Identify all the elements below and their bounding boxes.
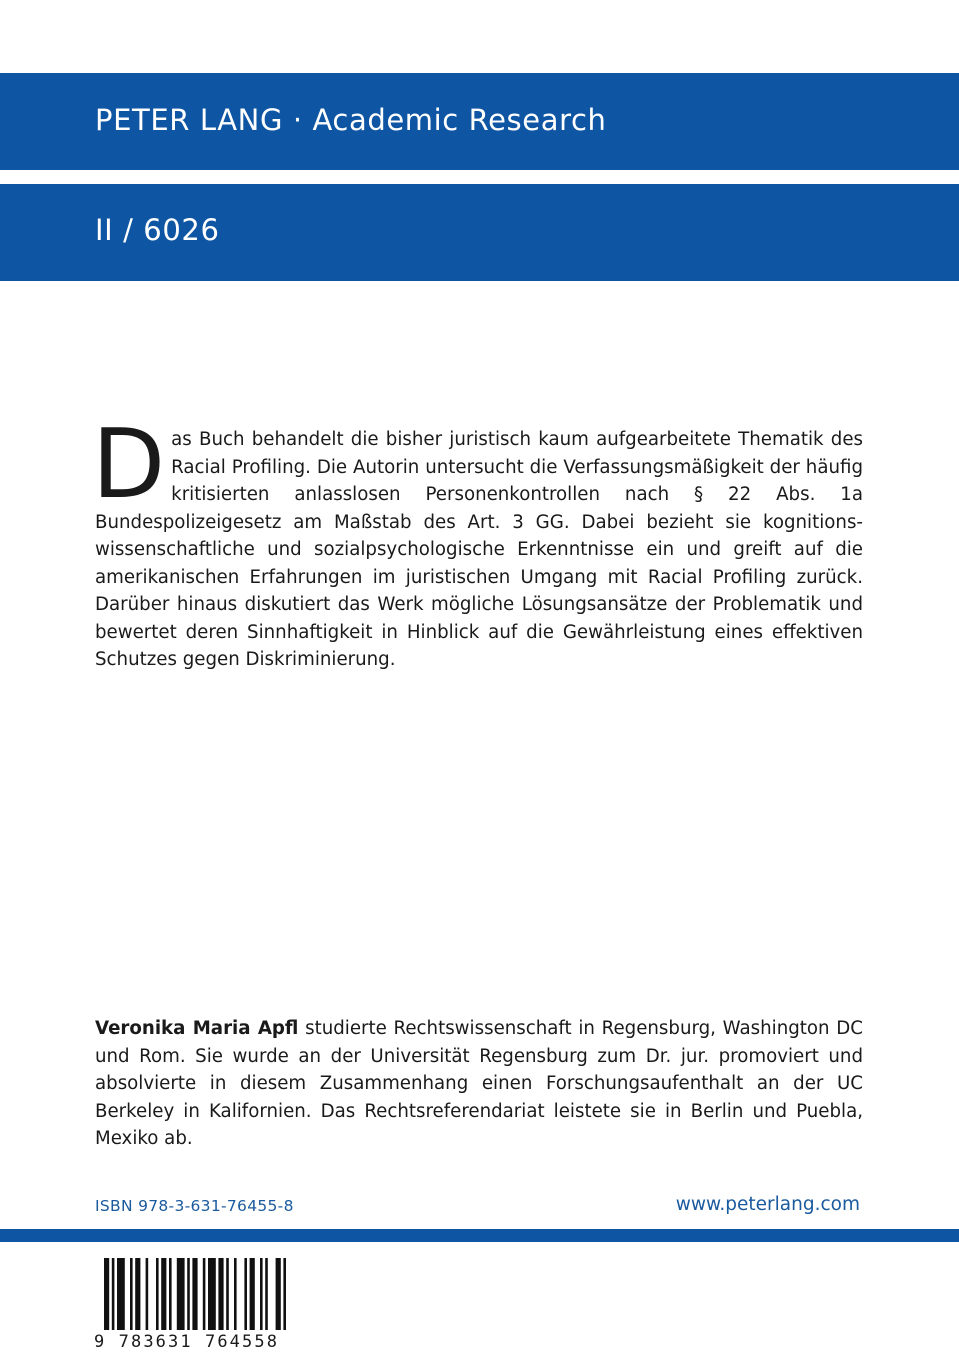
author-biography <box>95 1015 863 1153</box>
barcode-bar <box>112 1258 115 1330</box>
author-bio-text: studierte Rechtswissenschaft in Regensburg, Washington DC und Rom. Sie wurde an der Universität Regensburg zum Dr. jur. promoviert und absolvierte in diesem Zusammenhang einen Forschungsaufenthalt an der UC Berkeley in Kalifornien. Das Rechtsreferendariat leistete sie in Berlin und Puebla, Mexiko ab. <box>95 1018 863 1149</box>
publisher-banner <box>0 73 959 170</box>
barcode-bar <box>104 1258 109 1330</box>
barcode-bar <box>226 1258 229 1330</box>
barcode-bar <box>187 1258 190 1330</box>
barcode-bar <box>161 1258 166 1330</box>
barcode-bar <box>250 1258 255 1330</box>
barcode-bar <box>117 1258 125 1330</box>
barcode-bar <box>276 1258 281 1330</box>
footer-rule <box>0 1229 959 1242</box>
barcode-bar <box>208 1258 216 1330</box>
barcode-bar <box>218 1258 223 1330</box>
barcode-bar <box>177 1258 185 1330</box>
barcode-digits: 9 783631 764558 <box>94 1332 280 1352</box>
isbn-barcode <box>86 1252 298 1360</box>
barcode-bar <box>156 1258 159 1330</box>
barcode-bar <box>169 1258 172 1330</box>
book-description <box>92 410 863 674</box>
barcode-bar <box>203 1258 206 1330</box>
author-name: Veronika Maria Apfl <box>95 1018 299 1039</box>
barcode-bar <box>135 1258 140 1330</box>
publisher-website-link[interactable]: www.peterlang.com <box>675 1194 860 1215</box>
barcode-bars <box>86 1252 298 1332</box>
barcode-bar <box>146 1258 149 1330</box>
isbn-label: ISBN 978-3-631-76455-8 <box>95 1197 294 1215</box>
publisher-series-title: PETER LANG · Academic Research <box>95 103 607 137</box>
barcode-bar <box>283 1258 286 1330</box>
barcode-bar <box>260 1258 263 1330</box>
barcode-bar <box>234 1258 237 1330</box>
description-text: as Buch behandelt die bisher juristisch kaum aufgearbeitete Thematik des Racial Profiling. Die Autorin untersucht die Verfassungsmäßigkeit der häufig kritisierten anlasslosen Personenkontrollen nach § 22 Abs. 1a Bundespolizeigesetz am Maßstab des Art. 3 GG. Dabei bezieht sie kognitions-wissenschaftliche und sozialpsychologische Erkenntnisse ein und greift auf die amerikanischen Erfahrungen im juristischen Umgang mit Racial Profiling zurück. Darüber hinaus diskutiert das Werk mögliche Lösungsansätze der Problematik und bewertet deren Sinnhaftigkeit in Hinblick auf die Gewährleistung eines effektiven Schutzes gegen Diskriminierung. <box>95 429 863 670</box>
series-number: II / 6026 <box>95 213 220 247</box>
barcode-bar <box>244 1258 247 1330</box>
barcode-bar <box>130 1258 133 1330</box>
series-banner <box>0 184 959 281</box>
barcode-bar <box>265 1258 268 1330</box>
drop-cap-letter: D <box>92 410 166 520</box>
barcode-bar <box>192 1258 197 1330</box>
